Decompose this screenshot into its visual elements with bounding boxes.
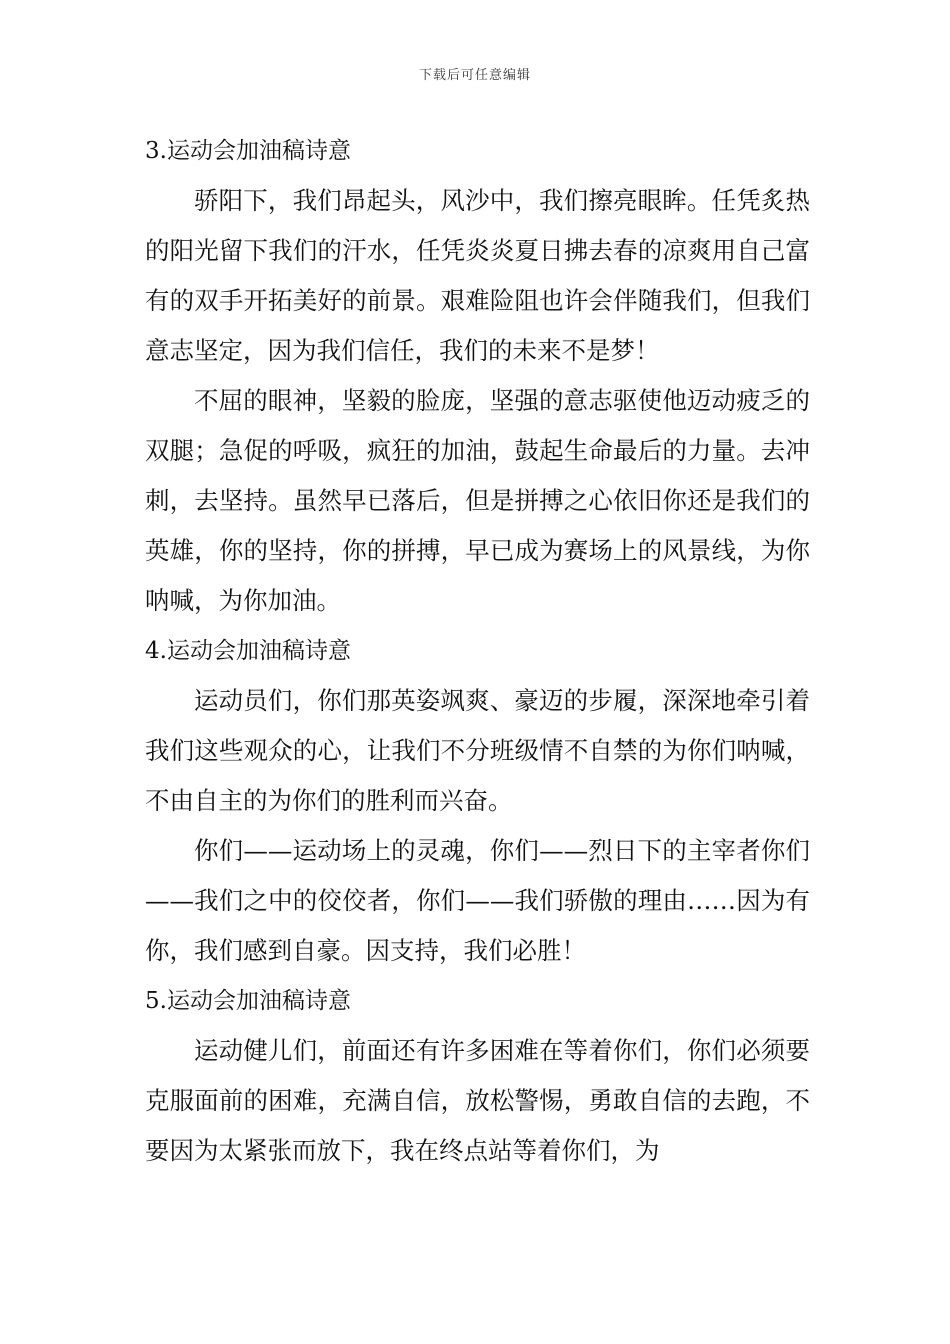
section-4 <box>145 626 810 976</box>
paragraph: 不屈的眼神，坚毅的脸庞，坚强的意志驱使他迈动疲乏的双腿；急促的呼吸，疯狂的加油，鼓起生命最后的力量。去冲刺，去坚持。虽然早已落后，但是拼搏之心依旧你还是我们的英雄，你的坚持，你的拼搏，早已成为赛场上的风景线，为你呐喊，为你加油。 <box>145 386 810 615</box>
paragraph: 运动健儿们，前面还有许多困难在等着你们，你们必须要克服面前的困难，充满自信，放松警惕，勇敢自信的去跑，不要因为太紧张而放下，我在终点站等着你们，为 <box>145 1036 810 1165</box>
section-title: 4.运动会加油稿诗意 <box>145 638 351 664</box>
document-body <box>145 126 810 1176</box>
section-3 <box>145 126 810 626</box>
section-title: 3.运动会加油稿诗意 <box>145 138 351 164</box>
paragraph: 骄阳下，我们昂起头，风沙中，我们擦亮眼眸。任凭炙热的阳光留下我们的汗水，任凭炎炎夏日拂去春的凉爽用自己富有的双手开拓美好的前景。艰难险阻也许会伴随我们，但我们意志坚定，因为我们信任，我们的未来不是梦！ <box>145 186 810 365</box>
page-header-note: 下载后可任意编辑 <box>418 68 531 83</box>
section-title: 5.运动会加油稿诗意 <box>145 988 351 1014</box>
paragraph: 你们——运动场上的灵魂，你们——烈日下的主宰者你们——我们之中的佼佼者，你们——我们骄傲的理由……因为有你，我们感到自豪。因支持，我们必胜！ <box>145 836 810 965</box>
section-5 <box>145 976 810 1176</box>
paragraph: 运动员们，你们那英姿飒爽、豪迈的步履，深深地牵引着我们这些观众的心，让我们不分班级情不自禁的为你们呐喊，不由自主的为你们的胜利而兴奋。 <box>145 686 810 815</box>
